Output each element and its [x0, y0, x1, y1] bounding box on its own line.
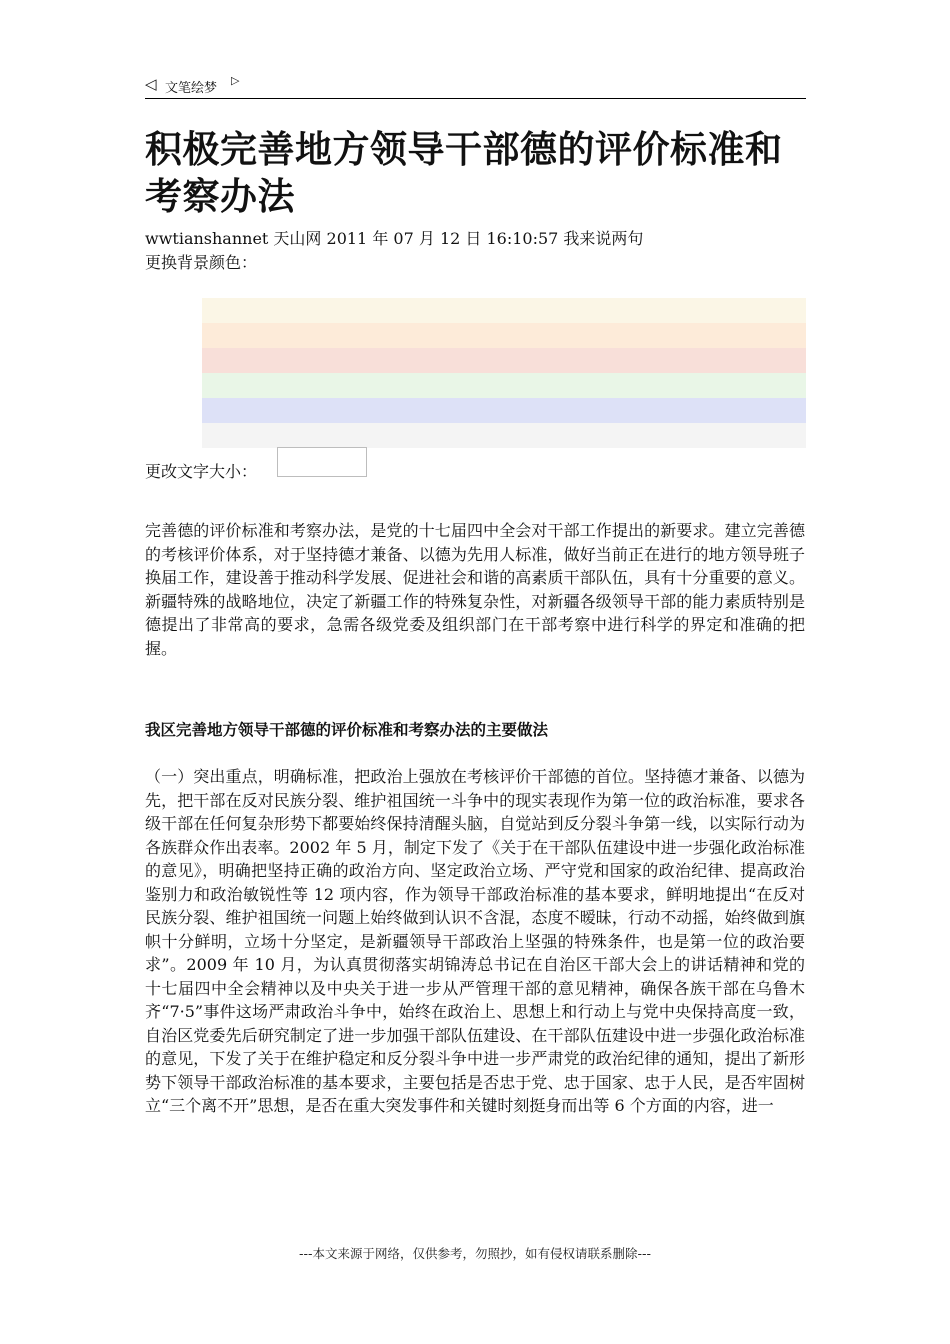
site-header: [145, 74, 806, 99]
color-swatch-4[interactable]: [202, 373, 806, 398]
font-size-selector[interactable]: [277, 447, 367, 477]
article-title: 积极完善地方领导干部德的评价标准和考察办法: [145, 128, 783, 218]
color-swatch-2[interactable]: [202, 323, 806, 348]
font-size-label: 更改文字大小：: [145, 462, 258, 481]
color-swatch-3[interactable]: [202, 348, 806, 373]
background-color-label: 更换背景颜色：: [145, 253, 258, 272]
color-swatch-1[interactable]: [202, 298, 806, 323]
left-triangle-icon[interactable]: ◁: [145, 75, 157, 93]
article-meta: wwtianshannet 天山网 2011 年 07 月 12 日 16:10:57 我来说两句: [145, 229, 644, 248]
right-triangle-icon[interactable]: ▷: [231, 74, 240, 87]
color-swatch-5[interactable]: [202, 398, 806, 423]
footer-notice: ---本文来源于网络，仅供参考，勿照抄，如有侵权请联系删除---: [298, 1246, 652, 1261]
background-color-swatches: [202, 298, 806, 448]
section-heading: 我区完善地方领导干部德的评价标准和考察办法的主要做法: [145, 721, 549, 739]
color-swatch-6[interactable]: [202, 423, 806, 448]
brand-name: 文笔绘梦: [165, 81, 218, 96]
body-paragraph: （一）突出重点，明确标准，把政治上强放在考核评价干部德的首位。坚持德才兼备、以德为先，把干部在反对民族分裂、维护祖国统一斗争中的现实表现作为第一位的政治标准，要求各级干部在任何复杂形势下都要始终保持清醒头脑，自觉站到反分裂斗争第一线，以实际行动为各族群众作出表率。2002 年 5 月，制定下发了《关于在干部队伍建设中进一步强化政治标准的意见》，明确把坚持正确的政治方向、坚定政治立场、严守党和国家的政治纪律、提高政治鉴别力和政治敏锐性等 12 项内容，作为领导干部政治标准的基本要求，鲜明地提出“在反对民族分裂、维护祖国统一问题上始终做到认识不含混，态度不暧昧，行动不动摇，始终做到旗帜十分鲜明，立场十分坚定，是新疆领导干部政治上坚强的特殊条件，也是第一位的政治要求”。2009 年 10 月，为认真贯彻落实胡锦涛总书记在自治区干部大会上的讲话精神和党的十七届四中全会精神以及中央关于进一步从严管理干部的意见精神，确保各族干部在乌鲁木齐“7·5”事件这场严肃政治斗争中，始终在政治上、思想上和行动上与党中央保持高度一致，自治区党委先后研究制定了进一步加强干部队伍建设、在干部队伍建设中进一步强化政治标准的意见，下发了关于在维护稳定和反分裂斗争中进一步严肃党的政治纪律的通知，提出了新形势下领导干部政治标准的基本要求，主要包括是否忠于党、忠于国家、忠于人民，是否牢固树立“三个离不开”思想，是否在重大突发事件和关键时刻挺身而出等 6 个方面的内容，进一: [145, 767, 805, 1115]
intro-paragraph: 完善德的评价标准和考察办法，是党的十七届四中全会对干部工作提出的新要求。建立完善德的考核评价体系，对于坚持德才兼备、以德为先用人标准，做好当前正在进行的地方领导班子换届工作，建设善于推动科学发展、促进社会和谐的高素质干部队伍，具有十分重要的意义。新疆特殊的战略地位，决定了新疆工作的特殊复杂性，对新疆各级领导干部的能力素质特别是德提出了非常高的要求，急需各级党委及组织部门在干部考察中进行科学的界定和准确的把握。: [145, 521, 805, 658]
